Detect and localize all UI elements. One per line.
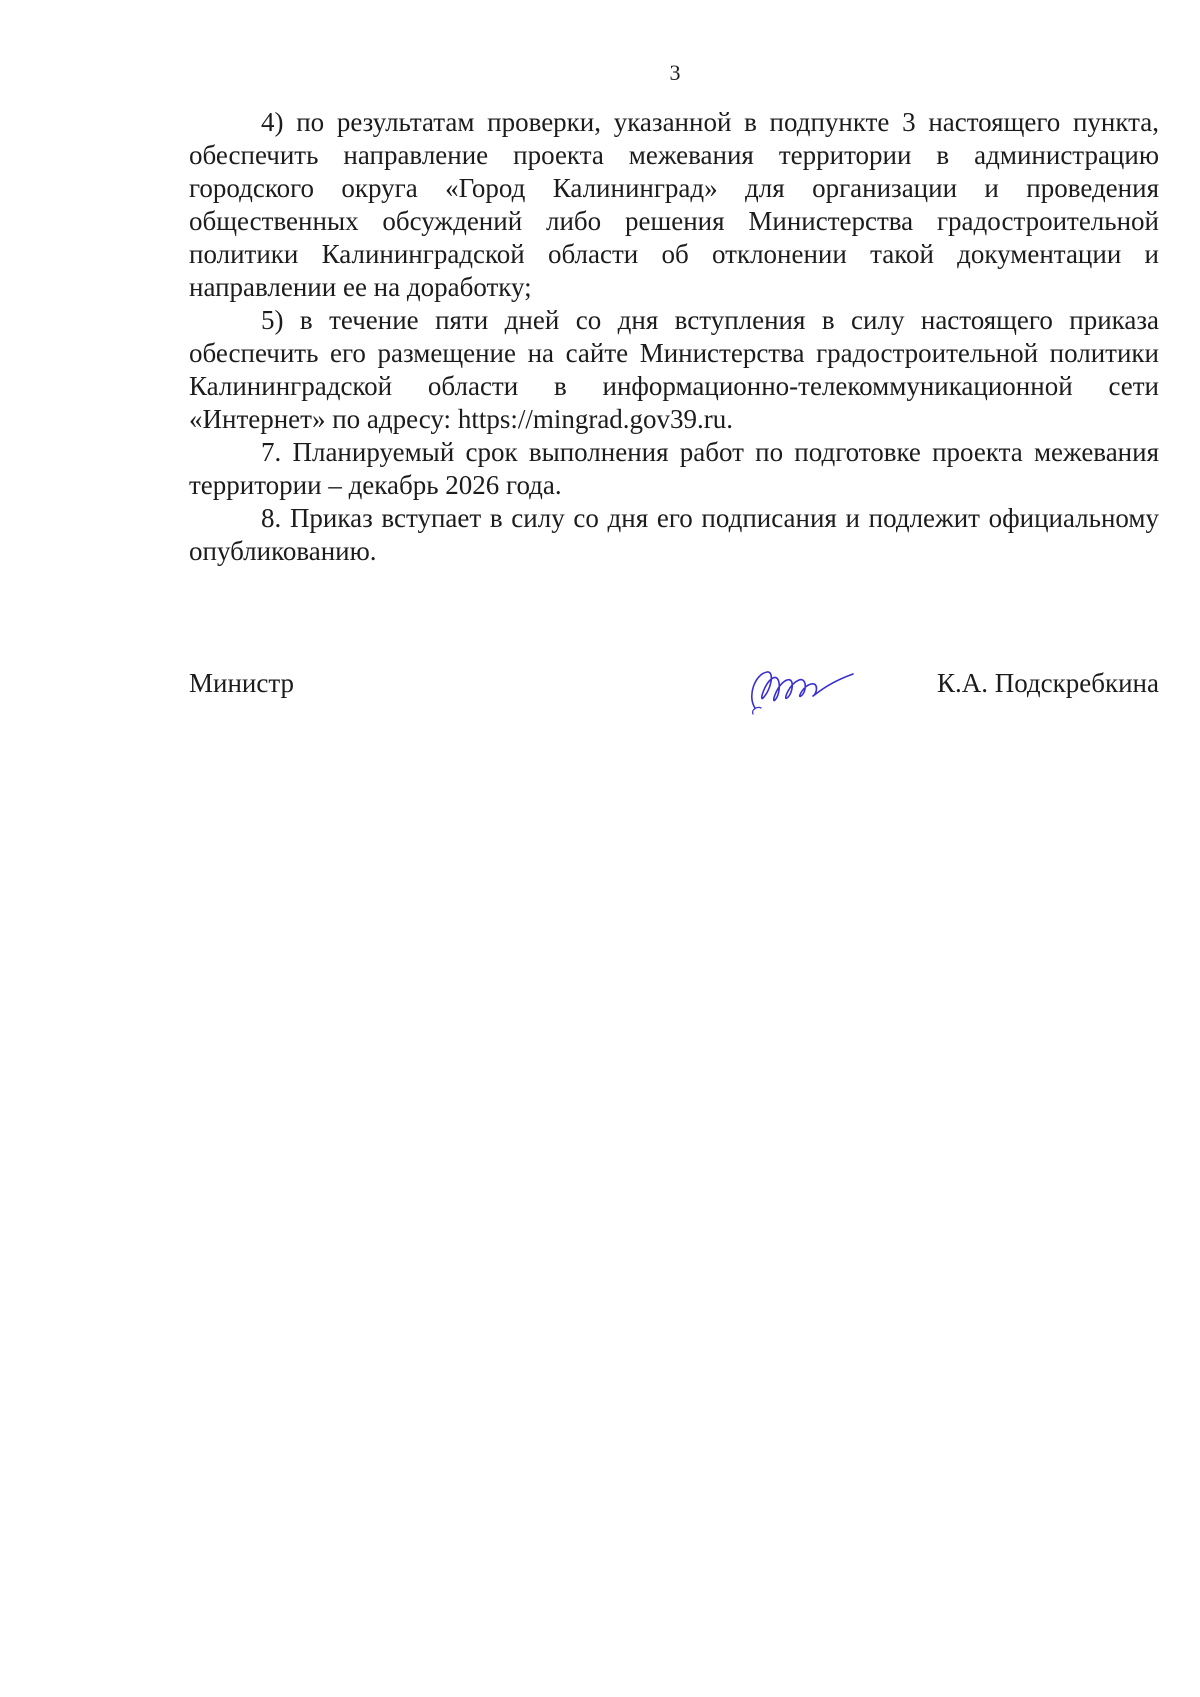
page-number: 3 (669, 60, 681, 85)
signatory-title: Министр (189, 668, 294, 698)
signature-block (189, 660, 1159, 720)
paragraph-clause-8: 8. Приказ вступает в силу со дня его подписания и подлежит официальному опубликованию. (189, 503, 1159, 566)
handwritten-signature (741, 660, 861, 720)
paragraph-item-4: 4) по результатам проверки, указанной в подпункте 3 настоящего пункта, обеспечить направление проекта межевания территории в администрацию городского округа «Город Калининград» для организации и проведения общественных обсуждений либо решения Министерства градостроительной политики Калининградской области об отклонении такой документации и направлении ее на доработку; (189, 107, 1159, 302)
paragraph-item-5: 5) в течение пяти дней со дня вступления в силу настоящего приказа обеспечить его размещение на сайте Министерства градостроительной политики Калининградской области в информационно-телекоммуникационной сети «Интернет» по адресу: https://mingrad.gov39.ru. (189, 305, 1159, 434)
paragraph-clause-7: 7. Планируемый срок выполнения работ по подготовке проекта межевания территории – декабрь 2026 года. (189, 437, 1159, 500)
signatory-name: К.А. Подскребкина (936, 668, 1159, 698)
document-body (189, 106, 1159, 568)
